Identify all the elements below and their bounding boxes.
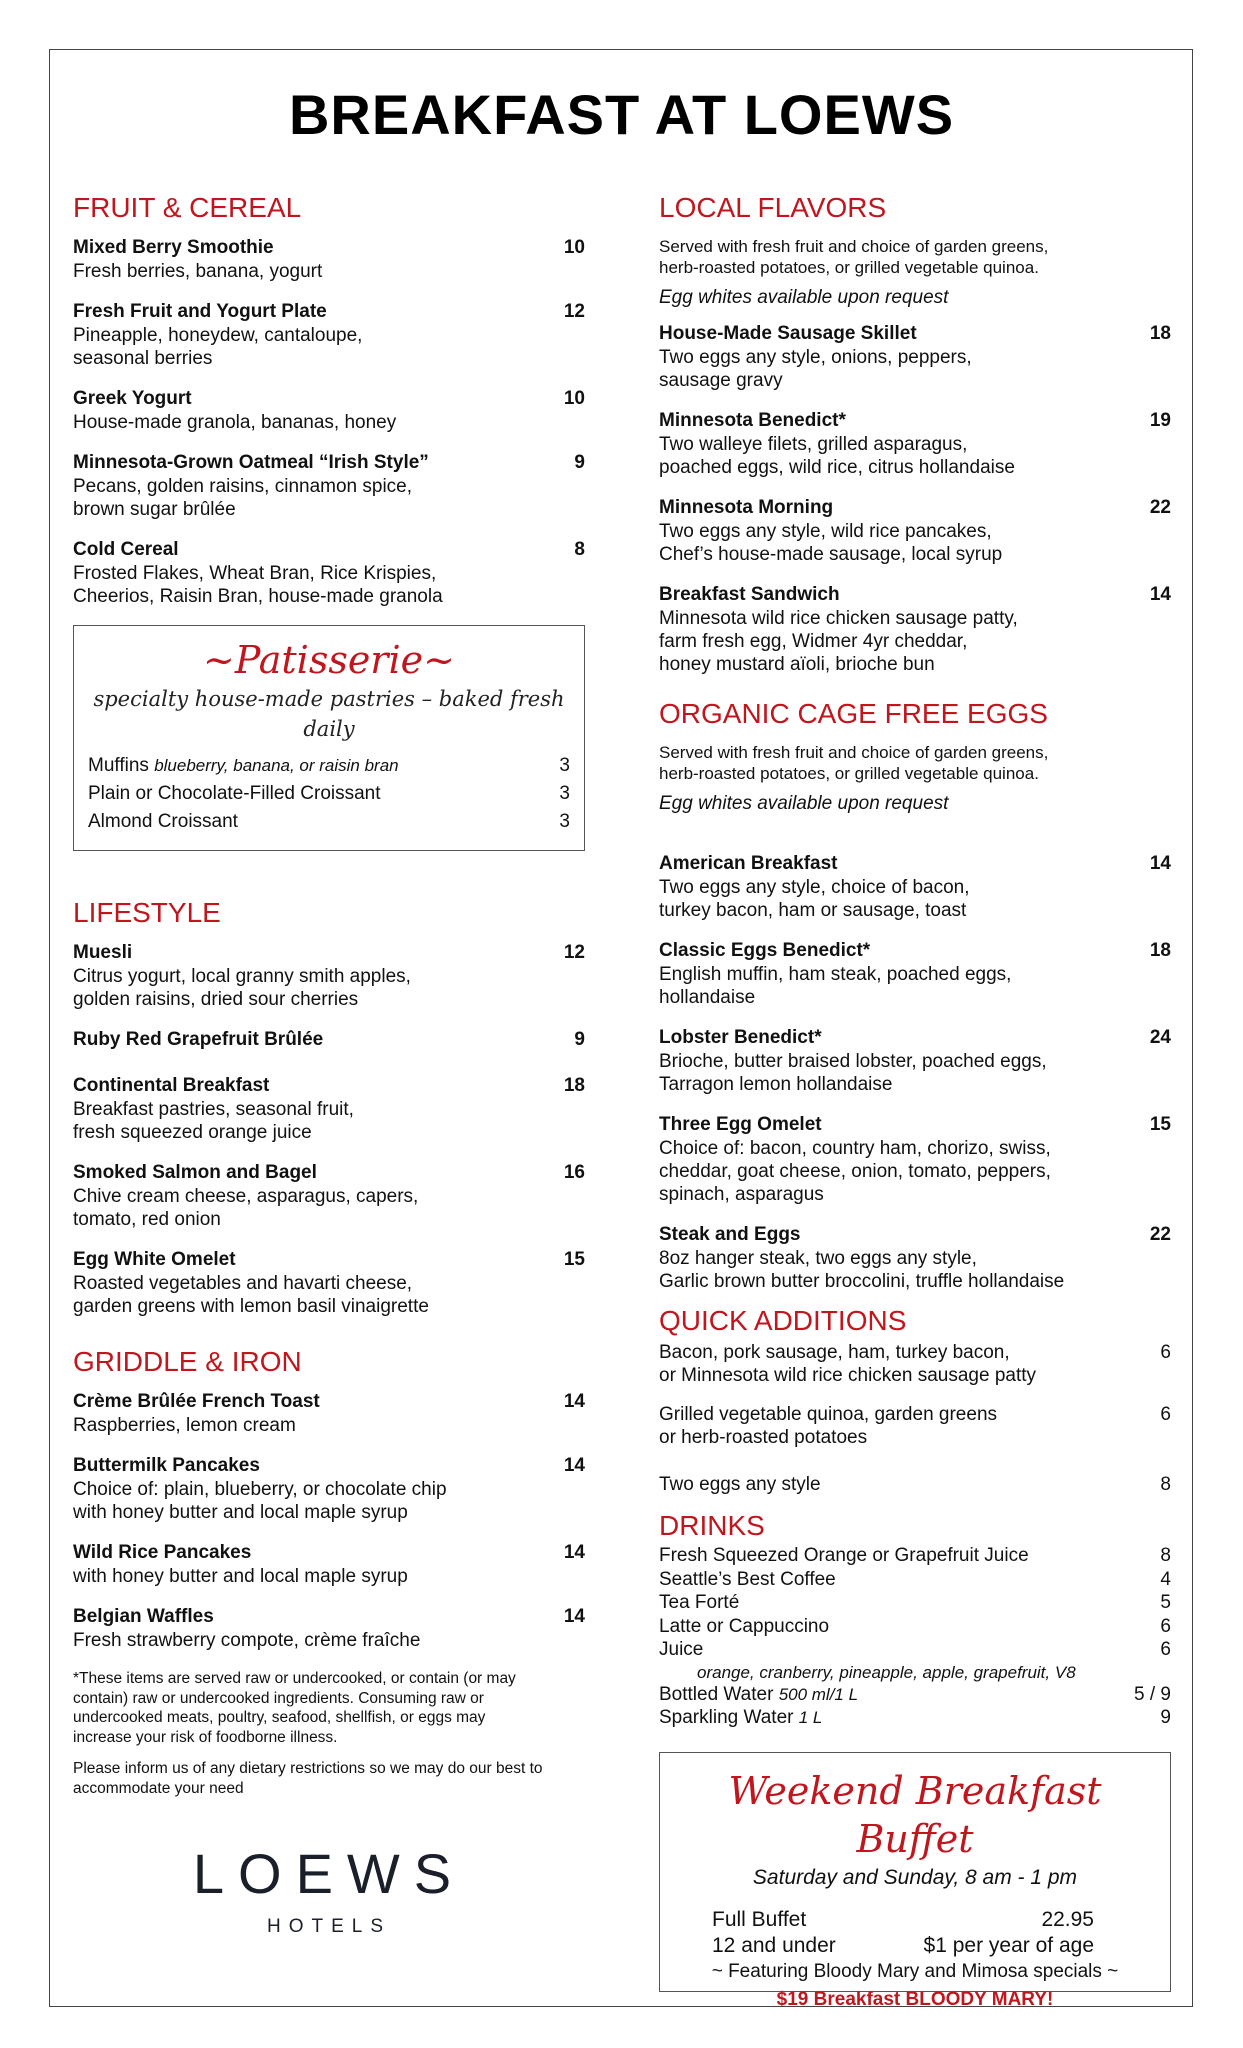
item-description: Choice of: plain, blueberry, or chocolate chip with honey butter and local maple syrup xyxy=(73,1479,447,1523)
item-price: 9 xyxy=(574,1029,585,1050)
drink-item xyxy=(659,1544,1171,1568)
item-description: Chive cream cheese, asparagus, capers, tomato, red onion xyxy=(73,1186,419,1230)
local-flavors-note: Served with fresh fruit and choice of garden greens, herb-roasted potatoes, or grilled vegetable quinoa. xyxy=(659,237,1049,277)
item-name: Wild Rice Pancakes xyxy=(73,1542,252,1563)
loews-logo xyxy=(73,1842,585,1938)
menu-item xyxy=(73,941,585,1011)
item-description: Frosted Flakes, Wheat Bran, Rice Krispies, Cheerios, Raisin Bran, house-made granola xyxy=(73,563,443,607)
menu-item xyxy=(659,496,1171,566)
drinks-list xyxy=(659,1544,1171,1730)
item-name: American Breakfast xyxy=(659,853,838,874)
drink-name: Tea Forté xyxy=(659,1592,740,1613)
item-description: Pineapple, honeydew, cantaloupe, seasonal berries xyxy=(73,325,363,369)
item-description: Brioche, butter braised lobster, poached eggs, Tarragon lemon hollandaise xyxy=(659,1051,1047,1095)
buffet-label: 12 and under xyxy=(712,1933,836,1957)
item-price: 22 xyxy=(1149,1224,1171,1245)
addition-description: Grilled vegetable quinoa, garden greens or herb-roasted potatoes xyxy=(659,1404,998,1448)
menu-item xyxy=(73,1074,585,1144)
item-description: Choice of: bacon, country ham, chorizo, swiss, cheddar, goat cheese, onion, tomato, peppers, spinach, asparagus xyxy=(659,1138,1051,1205)
menu-item xyxy=(73,1248,585,1318)
menu-item xyxy=(659,322,1171,392)
addition-item xyxy=(659,1403,1171,1449)
drink-price: 8 xyxy=(1160,1545,1171,1566)
item-name: Classic Eggs Benedict* xyxy=(659,940,871,961)
section-heading-quick-additions: QUICK ADDITIONS xyxy=(659,1305,907,1336)
item-price: 15 xyxy=(1149,1114,1171,1135)
menu-item xyxy=(73,236,585,283)
buffet-label: Full Buffet xyxy=(712,1907,807,1931)
patisserie-item xyxy=(88,752,570,780)
item-description: Two eggs any style, wild rice pancakes, Chef’s house-made sausage, local syrup xyxy=(659,521,1003,565)
item-price: 18 xyxy=(1149,940,1171,961)
left-column xyxy=(73,190,585,1938)
section-heading-griddle: GRIDDLE & IRON xyxy=(73,1346,302,1377)
item-description: Two walleye filets, grilled asparagus, poached eggs, wild rice, citrus hollandaise xyxy=(659,434,1015,478)
addition-description: Bacon, pork sausage, ham, turkey bacon, or Minnesota wild rice chicken sausage patty xyxy=(659,1342,1037,1386)
pastry-note: blueberry, banana, or raisin bran xyxy=(154,756,399,775)
addition-item xyxy=(659,1473,1171,1496)
addition-item xyxy=(659,1341,1171,1387)
menu-item xyxy=(73,1454,585,1524)
drink-name: Bottled Water xyxy=(659,1683,774,1705)
pastry-name: Almond Croissant xyxy=(88,811,238,832)
organic-eggs-list xyxy=(659,852,1171,1293)
item-name: Breakfast Sandwich xyxy=(659,584,840,605)
menu-item xyxy=(659,1223,1171,1293)
organic-eggs-note: Served with fresh fruit and choice of garden greens, herb-roasted potatoes, or grilled vegetable quinoa. xyxy=(659,743,1049,783)
item-price: 14 xyxy=(563,1542,585,1563)
drink-name: Fresh Squeezed Orange or Grapefruit Juice xyxy=(659,1545,1029,1566)
buffet-specials: ~ Featuring Bloody Mary and Mimosa specials ~ xyxy=(711,1960,1119,1982)
item-description: 8oz hanger steak, two eggs any style, Garlic brown butter broccolini, truffle hollandaise xyxy=(659,1248,1065,1292)
logo-subtitle: HOTELS xyxy=(266,1916,392,1937)
pastry-price: 3 xyxy=(559,811,570,832)
item-description: with honey butter and local maple syrup xyxy=(73,1566,408,1587)
item-name: Three Egg Omelet xyxy=(659,1114,822,1135)
item-price: 14 xyxy=(563,1606,585,1627)
drink-price: 6 xyxy=(1160,1615,1171,1637)
drink-name: Latte or Cappuccino xyxy=(659,1615,830,1637)
item-price: 22 xyxy=(1149,497,1171,518)
drink-price: 5 / 9 xyxy=(1134,1683,1171,1705)
addition-description: Two eggs any style xyxy=(659,1474,821,1495)
item-description: Citrus yogurt, local granny smith apples, golden raisins, dried sour cherries xyxy=(73,966,411,1010)
menu-item xyxy=(659,1026,1171,1096)
menu-item xyxy=(659,583,1171,676)
item-description: Breakfast pastries, seasonal fruit, fresh squeezed orange juice xyxy=(73,1099,354,1143)
drink-item xyxy=(659,1591,1171,1615)
item-name: Smoked Salmon and Bagel xyxy=(73,1162,317,1183)
item-price: 14 xyxy=(563,1391,585,1412)
item-name: Mixed Berry Smoothie xyxy=(73,237,274,258)
drink-price: 4 xyxy=(1160,1568,1171,1590)
section-heading-lifestyle: LIFESTYLE xyxy=(73,897,221,928)
pastry-name: Muffins xyxy=(88,755,149,776)
item-description: Two eggs any style, onions, peppers, sausage gravy xyxy=(659,347,972,391)
drink-size: 500 ml/1 L xyxy=(778,1684,859,1704)
juice-options: orange, cranberry, pineapple, apple, grapefruit, V8 xyxy=(697,1662,1076,1682)
menu-item xyxy=(73,300,585,370)
buffet-title: Weekend Breakfast Buffet xyxy=(728,1768,1102,1861)
menu-item xyxy=(73,451,585,521)
menu-item xyxy=(659,1113,1171,1206)
pastry-name: Plain or Chocolate-Filled Croissant xyxy=(88,783,381,804)
item-name: Minnesota-Grown Oatmeal “Irish Style” xyxy=(73,452,429,473)
drink-item xyxy=(659,1615,1171,1639)
item-price: 18 xyxy=(563,1075,585,1096)
menu-item xyxy=(659,939,1171,1009)
pastry-price: 3 xyxy=(559,783,570,804)
drink-item xyxy=(659,1683,1171,1707)
drink-size: 1 L xyxy=(798,1708,823,1727)
local-flavors-egg-whites: Egg whites available upon request xyxy=(659,287,949,308)
item-name: Cold Cereal xyxy=(73,539,179,560)
drink-item xyxy=(659,1638,1171,1662)
buffet-price: $1 per year of age xyxy=(923,1933,1094,1957)
section-heading-local-flavors: LOCAL FLAVORS xyxy=(659,192,887,223)
drink-price: 5 xyxy=(1160,1592,1171,1613)
drink-name: Seattle’s Best Coffee xyxy=(659,1568,836,1590)
item-name: Buttermilk Pancakes xyxy=(73,1455,260,1476)
item-price: 12 xyxy=(563,942,585,963)
item-description: House-made granola, bananas, honey xyxy=(73,412,397,433)
section-heading-drinks: DRINKS xyxy=(659,1510,765,1541)
item-description: Fresh strawberry compote, crème fraîche xyxy=(73,1630,421,1651)
item-name: House-Made Sausage Skillet xyxy=(659,323,917,344)
item-price: 10 xyxy=(563,388,585,409)
item-description: Roasted vegetables and havarti cheese, garden greens with lemon basil vinaigrette xyxy=(73,1273,429,1317)
quick-additions-list xyxy=(659,1341,1171,1496)
buffet-price-row xyxy=(674,1907,1156,1933)
addition-price: 6 xyxy=(1160,1342,1171,1363)
item-price: 10 xyxy=(563,237,585,258)
item-description: Minnesota wild rice chicken sausage patty, farm fresh egg, Widmer 4yr cheddar, honey mustard aïoli, brioche bun xyxy=(659,608,1018,675)
menu-item xyxy=(73,538,585,608)
item-price: 15 xyxy=(563,1249,585,1270)
item-name: Ruby Red Grapefruit Brûlée xyxy=(73,1029,324,1050)
item-description: Raspberries, lemon cream xyxy=(73,1415,296,1436)
menu-item xyxy=(659,852,1171,922)
raw-food-disclaimer: *These items are served raw or undercooked, or contain (or may contain) raw or undercooked ingredients. Consuming raw or undercooked meats, poultry, seafood, shellfish, or eggs may increase your risk of foodborne illness. xyxy=(73,1670,516,1746)
section-heading-organic-eggs: ORGANIC CAGE FREE EGGS xyxy=(659,698,1048,729)
drink-price: 6 xyxy=(1160,1639,1171,1660)
local-flavors-list xyxy=(659,322,1171,676)
fruit-cereal-list xyxy=(73,236,585,608)
item-name: Crème Brûlée French Toast xyxy=(73,1391,320,1412)
patisserie-title-text: Patisserie xyxy=(234,638,424,682)
logo-wordmark: LOEWS xyxy=(192,1842,466,1905)
item-price: 14 xyxy=(563,1455,585,1476)
menu-item xyxy=(73,387,585,434)
patisserie-subtitle: specialty house-made pastries – baked fresh daily xyxy=(93,687,565,741)
item-name: Continental Breakfast xyxy=(73,1075,270,1096)
menu-item xyxy=(659,409,1171,479)
item-price: 18 xyxy=(1149,323,1171,344)
item-price: 12 xyxy=(563,301,585,322)
drink-item xyxy=(659,1568,1171,1592)
item-name: Egg White Omelet xyxy=(73,1249,236,1270)
right-column xyxy=(659,190,1171,2010)
item-name: Muesli xyxy=(73,942,133,963)
item-price: 9 xyxy=(574,452,585,473)
drink-name: Sparkling Water xyxy=(659,1707,794,1728)
buffet-price: 22.95 xyxy=(1041,1907,1094,1931)
item-price: 19 xyxy=(1149,410,1171,431)
item-name: Fresh Fruit and Yogurt Plate xyxy=(73,301,327,322)
patisserie-box xyxy=(73,625,585,851)
addition-price: 8 xyxy=(1160,1474,1171,1495)
pastry-price: 3 xyxy=(559,755,570,776)
patisserie-item xyxy=(88,780,570,808)
menu-item xyxy=(73,1161,585,1231)
item-name: Steak and Eggs xyxy=(659,1224,801,1245)
item-price: 14 xyxy=(1149,584,1171,605)
weekend-buffet-box xyxy=(659,1752,1171,2010)
item-price: 16 xyxy=(563,1162,585,1183)
item-description: Fresh berries, banana, yogurt xyxy=(73,261,323,282)
drink-price: 9 xyxy=(1160,1707,1171,1728)
menu-item xyxy=(73,1541,585,1588)
buffet-price-row xyxy=(674,1933,1156,1959)
organic-eggs-egg-whites: Egg whites available upon request xyxy=(659,793,949,814)
menu-item xyxy=(73,1605,585,1652)
patisserie-title: ~Patisserie~ xyxy=(203,638,455,682)
bloody-mary-special: $19 Breakfast BLOODY MARY! xyxy=(776,1988,1054,2010)
addition-price: 6 xyxy=(1160,1404,1171,1425)
item-name: Greek Yogurt xyxy=(73,388,192,409)
menu-title: BREAKFAST AT LOEWS xyxy=(288,83,955,146)
griddle-list xyxy=(73,1390,585,1652)
menu-item xyxy=(73,1028,585,1052)
item-description: Pecans, golden raisins, cinnamon spice, brown sugar brûlée xyxy=(73,476,413,520)
item-name: Lobster Benedict* xyxy=(659,1027,822,1048)
item-name: Minnesota Benedict* xyxy=(659,410,846,431)
lifestyle-list xyxy=(73,941,585,1318)
item-price: 14 xyxy=(1149,853,1171,874)
item-description: English muffin, ham steak, poached eggs, hollandaise xyxy=(659,964,1012,1008)
section-heading-fruit-cereal: FRUIT & CEREAL xyxy=(73,192,302,223)
buffet-hours: Saturday and Sunday, 8 am - 1 pm xyxy=(752,1865,1078,1889)
drink-item xyxy=(659,1706,1171,1730)
drink-name: Juice xyxy=(659,1639,704,1660)
item-price: 24 xyxy=(1149,1027,1171,1048)
item-description: Two eggs any style, choice of bacon, turkey bacon, ham or sausage, toast xyxy=(659,877,970,921)
menu-item xyxy=(73,1390,585,1437)
dietary-note: Please inform us of any dietary restrictions so we may do our best to accommodate your need xyxy=(73,1760,543,1797)
item-price: 8 xyxy=(574,539,585,560)
item-name: Minnesota Morning xyxy=(659,497,834,518)
item-name: Belgian Waffles xyxy=(73,1606,214,1627)
patisserie-item xyxy=(88,808,570,836)
